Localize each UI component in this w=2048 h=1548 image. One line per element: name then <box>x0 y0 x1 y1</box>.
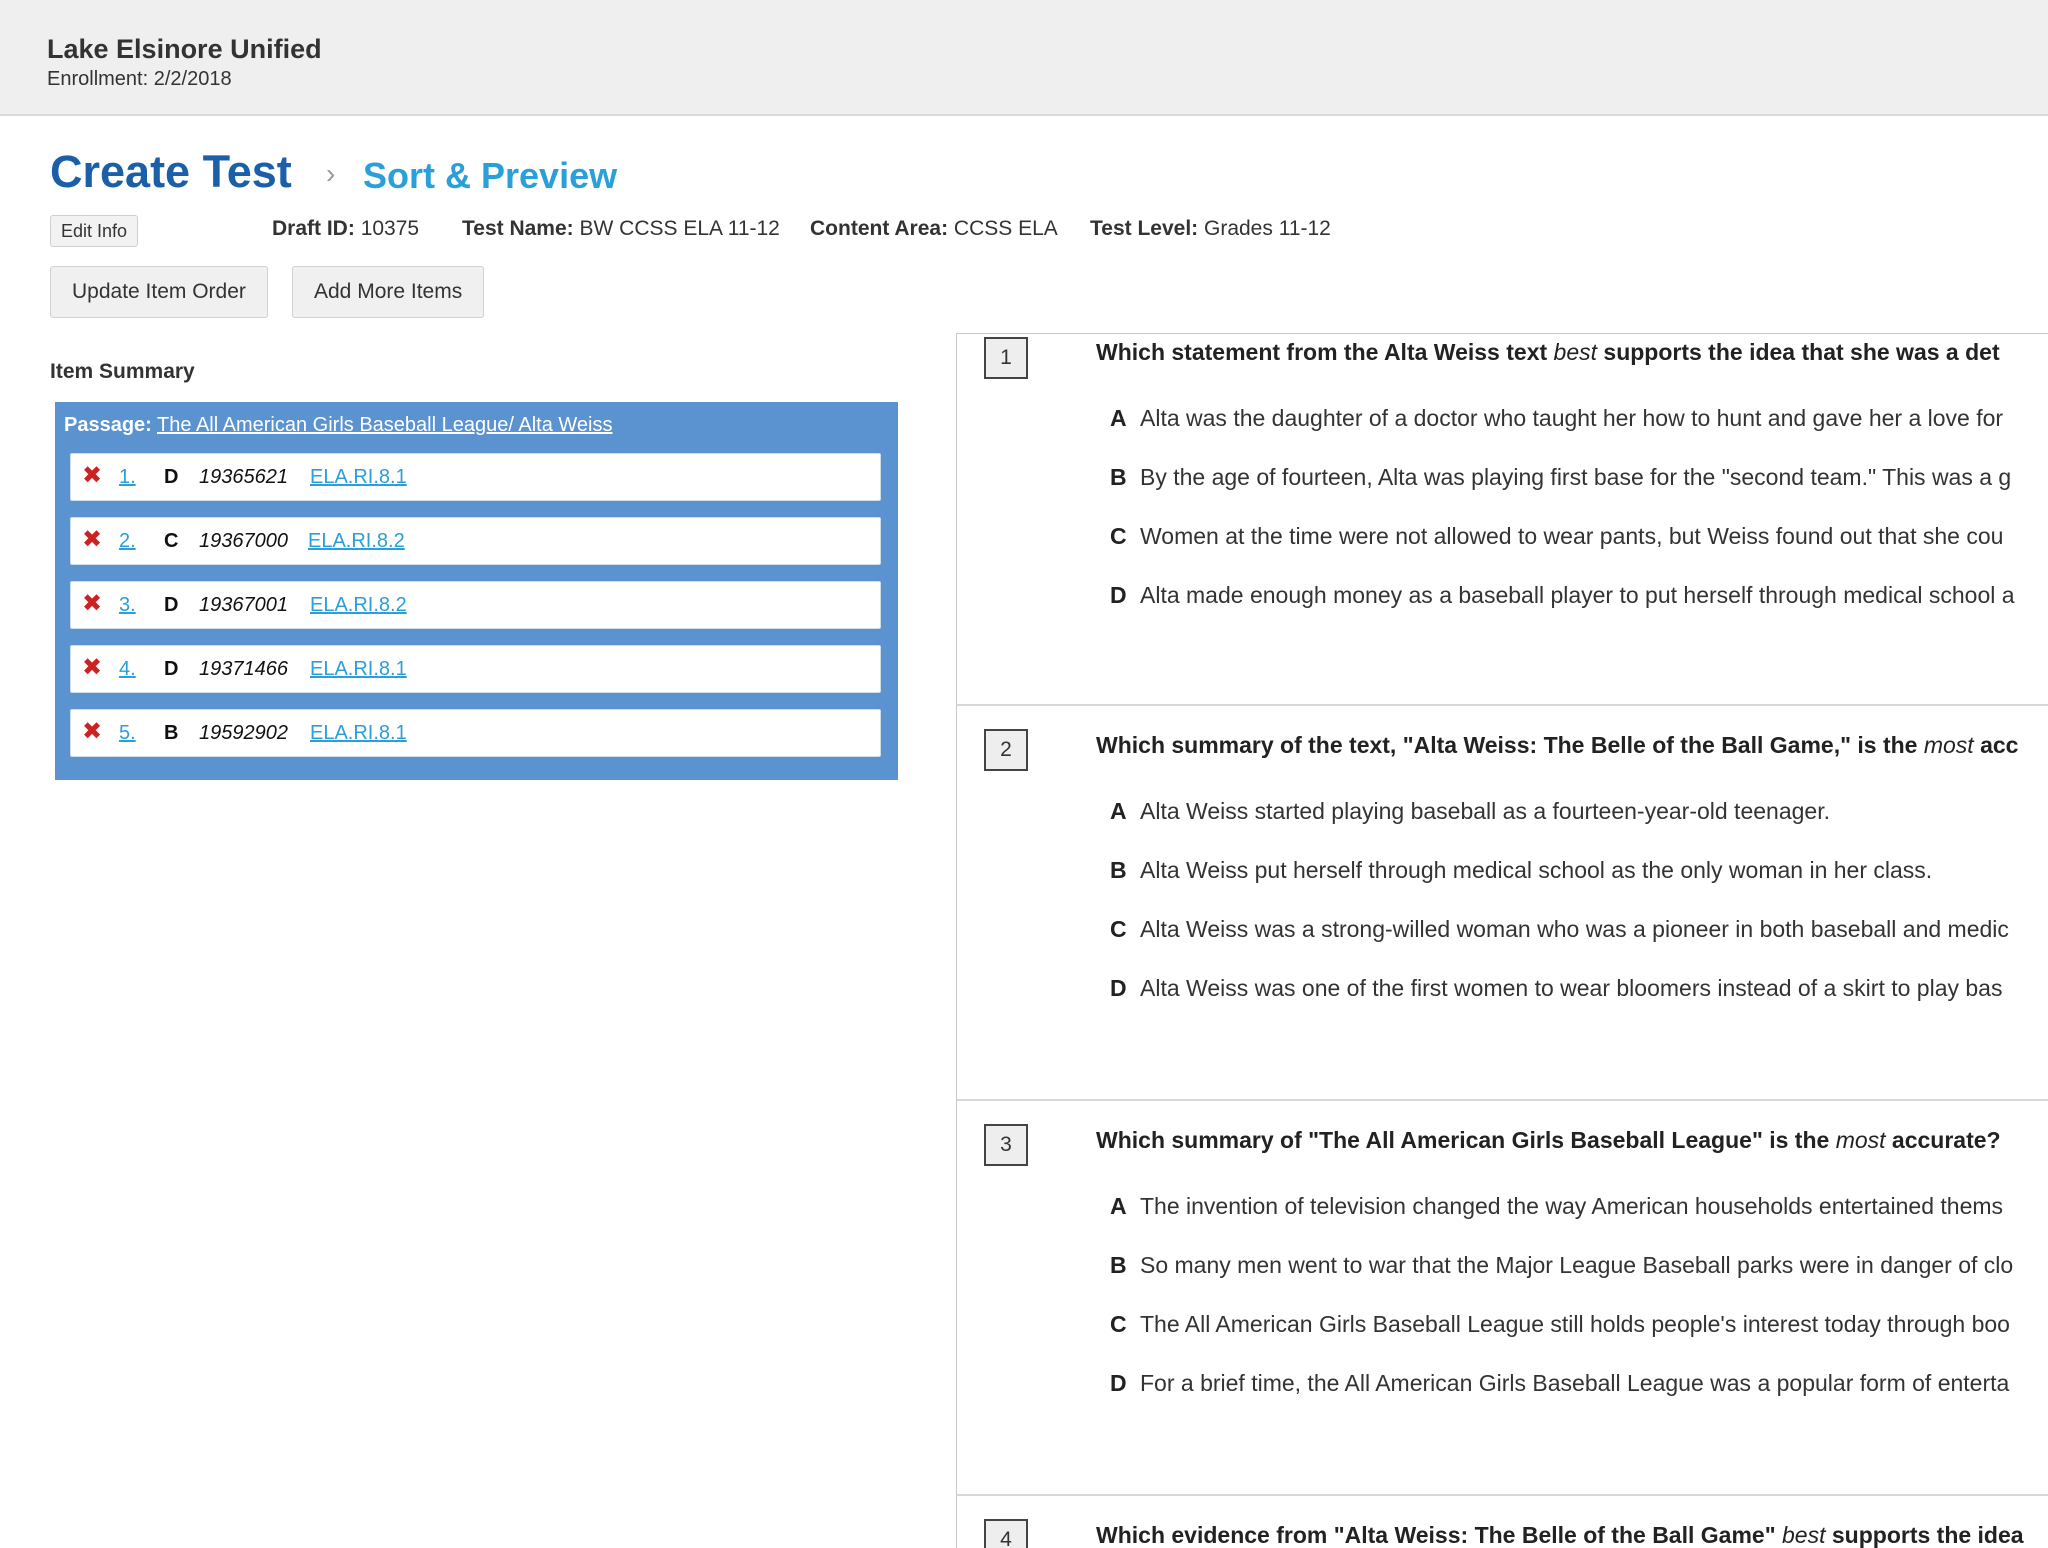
answer-choice <box>1110 916 2009 943</box>
choice-letter: C <box>1110 916 1127 942</box>
answer-choice <box>1110 405 2003 432</box>
item-row <box>70 453 881 501</box>
question-number: 1 <box>984 337 1028 379</box>
edit-info-button[interactable]: Edit Info <box>50 215 138 247</box>
remove-item-icon[interactable]: ✖ <box>82 654 103 681</box>
question-stem <box>1096 1522 2024 1548</box>
header-bar <box>0 0 2048 116</box>
choice-letter: B <box>1110 464 1127 490</box>
question-stem-emphasis: best <box>1553 339 1598 365</box>
update-item-order-button[interactable]: Update Item Order <box>50 266 268 318</box>
item-row <box>70 709 881 757</box>
item-number-link[interactable]: 1. <box>119 466 136 488</box>
item-answer-key: C <box>164 530 179 552</box>
choice-text: The All American Girls Baseball League still holds people's interest today through boo <box>1140 1311 2010 1337</box>
passage-group <box>55 402 898 780</box>
item-row <box>70 517 881 565</box>
item-id: 19367001 <box>199 594 288 616</box>
answer-choice <box>1110 1193 2003 1220</box>
item-standard-link[interactable]: ELA.RI.8.2 <box>308 530 405 552</box>
item-number-link[interactable]: 4. <box>119 658 136 680</box>
item-standard-link[interactable]: ELA.RI.8.1 <box>310 466 407 488</box>
question-stem-start: Which statement from the Alta Weiss text <box>1096 339 1554 365</box>
item-answer-key: B <box>164 722 179 744</box>
choice-text: The invention of television changed the way American households entertained thems <box>1140 1193 2004 1219</box>
answer-choice <box>1110 1311 2010 1338</box>
test-name-value: BW CCSS ELA 11-12 <box>579 217 780 240</box>
draft-id-value: 10375 <box>360 217 420 240</box>
item-row <box>70 645 881 693</box>
passage-link[interactable]: The All American Girls Baseball League/ Alta Weiss <box>157 414 613 436</box>
content-area-value: CCSS ELA <box>953 217 1058 240</box>
item-id: 19592902 <box>199 722 288 744</box>
test-name-label: Test Name: <box>462 217 574 240</box>
question-stem-end: supports the idea that she was a det <box>1597 339 2000 365</box>
answer-choice <box>1110 1370 2009 1397</box>
item-answer-key: D <box>164 658 179 680</box>
breadcrumb-current: Sort & Preview <box>363 155 618 196</box>
item-number-link[interactable]: 2. <box>119 530 136 552</box>
question-card <box>957 1496 2048 1548</box>
question-card <box>957 334 2048 706</box>
question-stem-start: Which evidence from "Alta Weiss: The Belle of the Ball Game" <box>1096 1522 1782 1548</box>
choice-text: For a brief time, the All American Girls Baseball League was a popular form of enterta <box>1140 1370 2010 1396</box>
choice-letter: D <box>1110 1370 1127 1396</box>
item-id: 19365621 <box>199 466 288 488</box>
choice-text: Alta was the daughter of a doctor who taught her how to hunt and gave her a love for <box>1140 405 2004 431</box>
test-level <box>1090 217 1331 241</box>
content-area <box>810 217 1058 241</box>
answer-choice <box>1110 582 2015 609</box>
question-number: 4 <box>984 1519 1028 1548</box>
test-level-label: Test Level: <box>1090 217 1199 240</box>
draft-id-label: Draft ID: <box>272 217 355 240</box>
add-more-items-button[interactable]: Add More Items <box>292 266 484 318</box>
answer-choice <box>1110 464 2011 491</box>
choice-text: Alta Weiss was a strong-willed woman who was a pioneer in both baseball and medic <box>1140 916 2009 942</box>
test-name <box>462 217 780 241</box>
choice-letter: B <box>1110 857 1127 883</box>
choice-letter: A <box>1110 798 1127 824</box>
answer-choice <box>1110 523 2003 550</box>
enrollment-date: Enrollment: 2/2/2018 <box>47 68 232 90</box>
choice-text: Alta Weiss started playing baseball as a fourteen-year-old teenager. <box>1140 798 1830 824</box>
question-stem-emphasis: most <box>1835 1127 1886 1153</box>
test-level-value: Grades 11-12 <box>1204 217 1331 240</box>
question-stem <box>1096 339 2000 366</box>
choice-text: Alta Weiss was one of the first women to wear bloomers instead of a skirt to play bas <box>1140 975 2003 1001</box>
passage-title <box>64 414 612 437</box>
question-stem <box>1096 1127 2001 1154</box>
question-number: 2 <box>984 729 1028 771</box>
choice-text: Alta Weiss put herself through medical school as the only woman in her class. <box>1140 857 1933 883</box>
remove-item-icon[interactable]: ✖ <box>82 462 103 489</box>
item-id: 19367000 <box>199 530 288 552</box>
question-stem-start: Which summary of the text, "Alta Weiss: The Belle of the Ball Game," is the <box>1096 732 1924 758</box>
breadcrumb-chevron-icon: › <box>326 158 336 189</box>
question-card <box>957 706 2048 1101</box>
choice-letter: B <box>1110 1252 1127 1278</box>
choice-letter: D <box>1110 582 1127 608</box>
remove-item-icon[interactable]: ✖ <box>82 526 103 553</box>
choice-text: By the age of fourteen, Alta was playing first base for the "second team." This was a g <box>1140 464 2012 490</box>
item-number-link[interactable]: 3. <box>119 594 136 616</box>
item-standard-link[interactable]: ELA.RI.8.1 <box>310 722 407 744</box>
answer-choice <box>1110 857 1932 884</box>
item-standard-link[interactable]: ELA.RI.8.2 <box>310 594 407 616</box>
choice-letter: A <box>1110 405 1127 431</box>
choice-text: Women at the time were not allowed to wear pants, but Weiss found out that she cou <box>1140 523 2004 549</box>
question-stem-emphasis: most <box>1923 732 1974 758</box>
district-name: Lake Elsinore Unified <box>47 34 322 64</box>
question-preview-panel <box>956 333 2048 1548</box>
item-answer-key: D <box>164 594 179 616</box>
question-stem-end: accurate? <box>1885 1127 2001 1153</box>
question-stem-end: supports the idea <box>1825 1522 2024 1548</box>
question-stem-start: Which summary of "The All American Girls Baseball League" is the <box>1096 1127 1836 1153</box>
choice-letter: D <box>1110 975 1127 1001</box>
page-title: Create Test <box>50 146 292 197</box>
question-stem-emphasis: best <box>1782 1522 1826 1548</box>
choice-letter: C <box>1110 523 1127 549</box>
question-number: 3 <box>984 1124 1028 1166</box>
item-row <box>70 581 881 629</box>
choice-letter: A <box>1110 1193 1127 1219</box>
draft-id <box>272 217 419 241</box>
item-id: 19371466 <box>199 658 288 680</box>
choice-text: Alta made enough money as a baseball player to put herself through medical school a <box>1140 582 2015 608</box>
content-area-label: Content Area: <box>810 217 949 240</box>
question-card <box>957 1101 2048 1496</box>
choice-text: So many men went to war that the Major League Baseball parks were in danger of clo <box>1140 1252 2014 1278</box>
question-stem-end: acc <box>1973 732 2019 758</box>
remove-item-icon[interactable]: ✖ <box>82 590 103 617</box>
choice-letter: C <box>1110 1311 1127 1337</box>
remove-item-icon[interactable]: ✖ <box>82 718 103 745</box>
item-answer-key: D <box>164 466 179 488</box>
question-stem <box>1096 732 2018 759</box>
answer-choice <box>1110 798 1830 825</box>
passage-label: Passage: <box>64 414 152 436</box>
item-summary-heading: Item Summary <box>50 360 195 383</box>
answer-choice <box>1110 1252 2013 1279</box>
answer-choice <box>1110 975 2002 1002</box>
item-number-link[interactable]: 5. <box>119 722 136 744</box>
item-standard-link[interactable]: ELA.RI.8.1 <box>310 658 407 680</box>
